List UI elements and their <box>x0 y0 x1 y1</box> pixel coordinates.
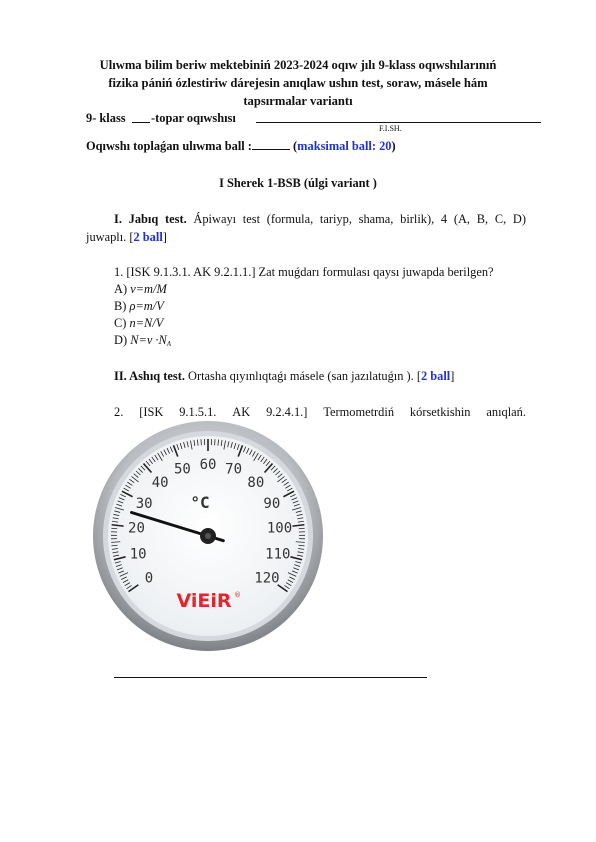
option-b-letter: B) <box>114 299 127 313</box>
scale-number: 70 <box>225 461 243 478</box>
q2-word: [ISK <box>139 405 164 419</box>
option-a[interactable] <box>114 282 167 297</box>
option-b-formula: ρ=m/V <box>129 299 164 313</box>
question-1: 1. [ISK 9.1.3.1. AK 9.2.1.1.] Zat muǵdarı formulası qaysı juwapda berilgen? <box>114 265 494 279</box>
scale-number: 20 <box>128 520 145 537</box>
answer-line[interactable] <box>114 677 427 678</box>
scale-number: 0 <box>144 570 154 587</box>
fish-caption: F.I.SH. <box>379 124 402 133</box>
option-c-letter: C) <box>114 316 127 330</box>
scale-number: 60 <box>199 457 217 473</box>
option-c[interactable] <box>114 316 163 331</box>
section-2-title: II. Ashıq test. <box>114 369 185 383</box>
scale-number: 30 <box>135 495 153 512</box>
scale-number: 40 <box>151 475 169 492</box>
section-2-intro: II. Ashıq test. Ortasha qıyınlıqtaǵı másele (san jazılatuǵın ). [2 ball] <box>114 369 455 383</box>
option-d-subscript: A <box>166 340 172 348</box>
max-score: maksimal ball: 20 <box>297 139 392 153</box>
scale-number: 110 <box>265 546 291 563</box>
q2-word: 9.1.5.1. <box>179 405 217 419</box>
option-d-letter: D) <box>114 333 128 347</box>
scale-number: 120 <box>254 570 280 587</box>
unit-label: °C <box>190 493 210 512</box>
scale-number: 50 <box>173 461 191 478</box>
score-blank[interactable] <box>252 138 290 150</box>
scale-number: 100 <box>266 520 293 537</box>
option-a-formula: ν=m/M <box>130 282 167 296</box>
option-d[interactable] <box>114 333 171 348</box>
document-title-line-1: Ulıwma bilim beriw mektebiniń 2023-2024 oqıw jılı 9-klass oqıwshılarınıń <box>99 58 497 72</box>
brand-logo: ViEiR <box>176 590 232 612</box>
section-1-title: I. Jabıq test. <box>114 212 187 226</box>
section-2-desc: Ortasha qıyınlıqtaǵı másele (san jazılatuǵın ). <box>188 369 414 383</box>
score-row: Oqıwshı toplaǵan ulıwma ball : (maksimal ball: 20) <box>86 139 396 153</box>
score-label: Oqıwshı toplaǵan ulıwma ball : <box>86 139 252 153</box>
registered-mark: ® <box>234 591 241 599</box>
option-b[interactable] <box>114 299 164 314</box>
section-1-desc: Ápiwayı test (formula, tariyp, shama, birlik), 4 (A, B, C, D) <box>193 212 526 226</box>
q2-word: 2. <box>114 405 124 419</box>
q2-word: AK <box>232 405 251 419</box>
part-heading: I Sherek 1-BSB (úlgi variant ) <box>219 176 377 190</box>
scale-number: 90 <box>263 495 281 512</box>
class-blank[interactable] <box>132 122 150 123</box>
q2-word: 9.2.4.1.] <box>266 405 308 419</box>
section-2-points: 2 ball <box>420 369 451 383</box>
q2-word: kórsetkishin <box>409 405 471 419</box>
section-1-intro <box>114 212 526 227</box>
option-d-formula: N=ν ·N <box>130 333 167 347</box>
section-1-desc-cont: juwaplı. <box>86 230 127 244</box>
q2-word: Termometrdiń <box>323 405 395 419</box>
scale-number: 10 <box>129 546 147 563</box>
name-blank[interactable] <box>256 122 541 123</box>
section-1-intro-cont: juwaplı. [2 ball] <box>86 230 167 244</box>
group-label: -topar oqıwshısı <box>151 111 236 125</box>
option-c-formula: n=N/V <box>129 316 164 330</box>
question-2 <box>114 405 526 420</box>
section-1-points: 2 ball <box>133 230 163 244</box>
document-title-line-3: tapsırmalar variantı <box>243 94 353 108</box>
option-a-letter: A) <box>114 282 128 296</box>
document-title-line-2: fizika pániń ózlestiriw dárejesin anıqlaw ushın test, soraw, másele hám <box>108 76 488 90</box>
needle-hub-cap <box>205 533 211 539</box>
thermometer-dial <box>88 420 328 652</box>
class-label: 9- klass <box>86 111 126 125</box>
q2-word: anıqlań. <box>486 405 526 419</box>
scale-number: 80 <box>247 475 265 492</box>
